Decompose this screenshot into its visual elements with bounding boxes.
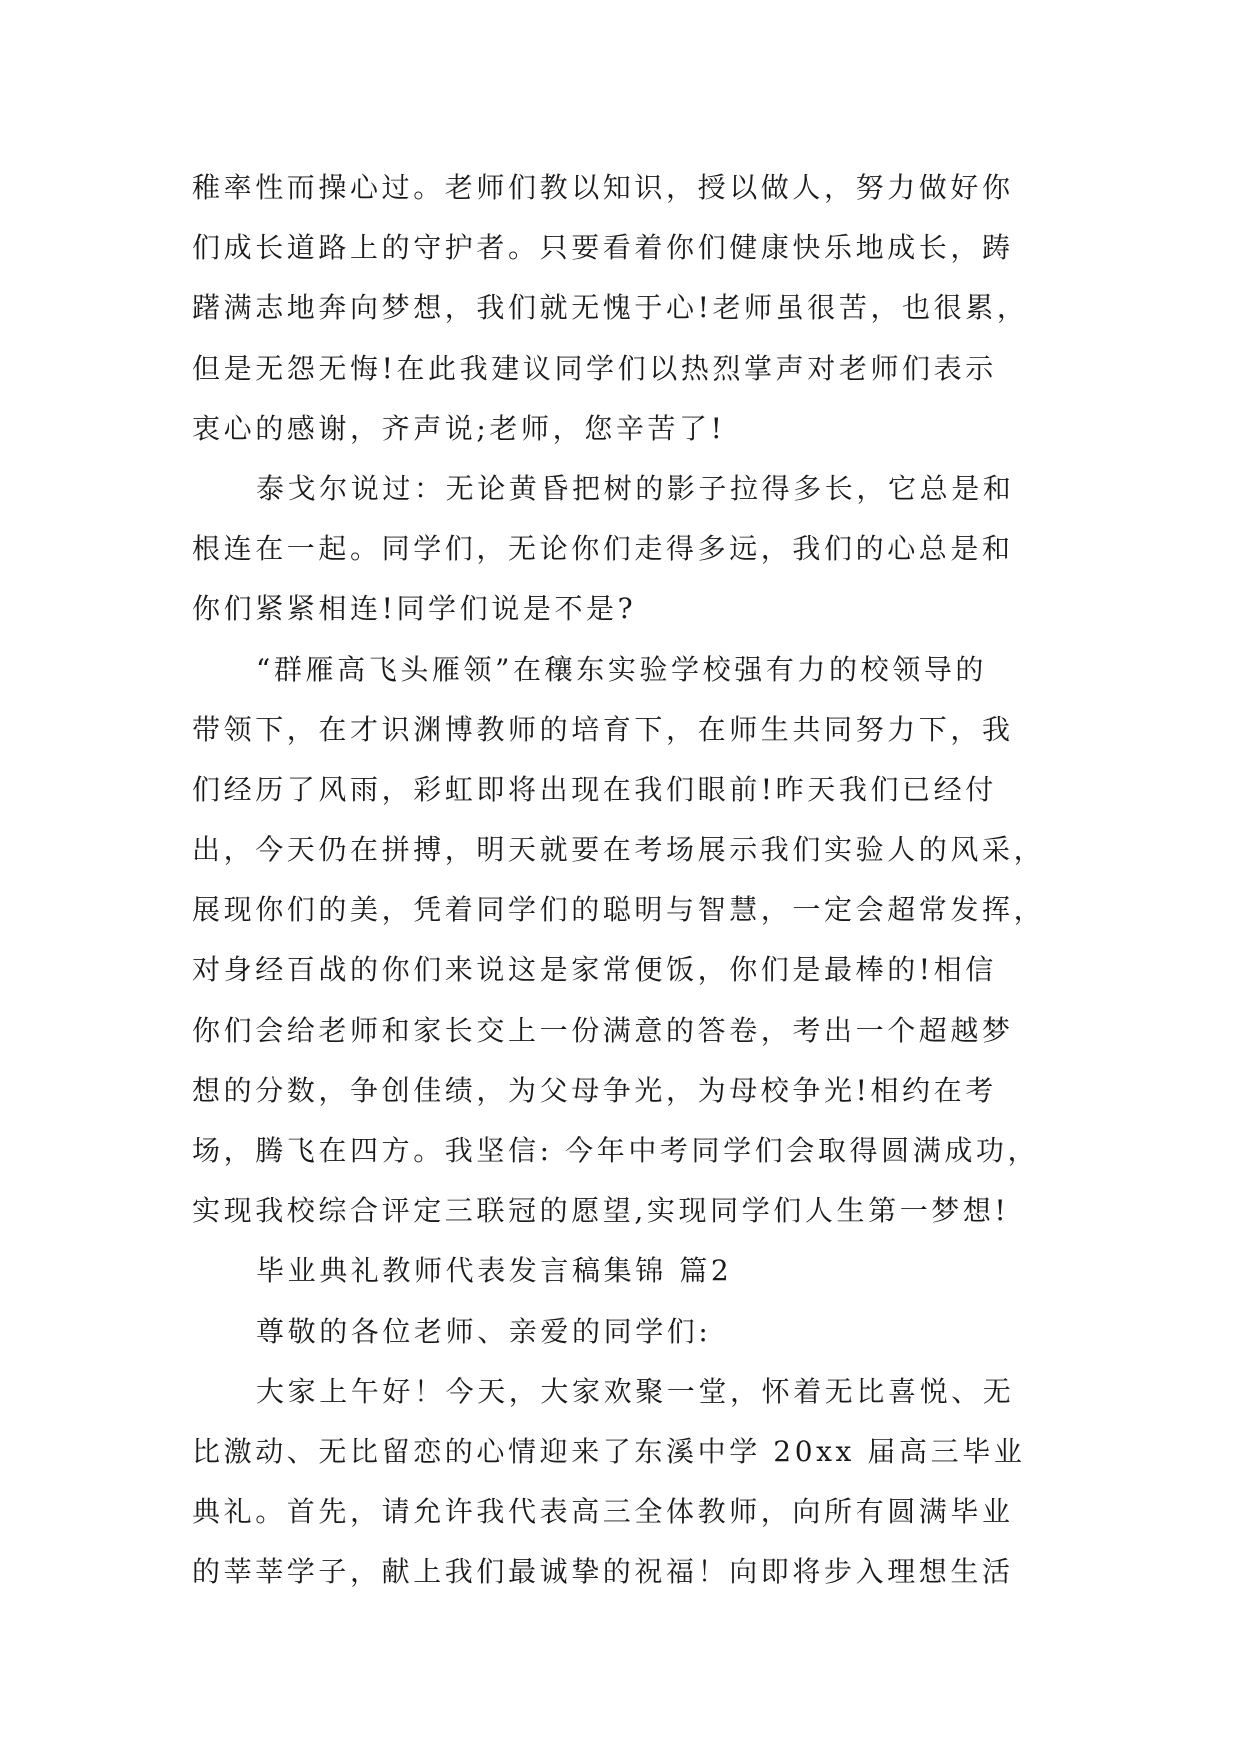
text-line: 展现你们的美，凭着同学们的聪明与智慧，一定会超常发挥， <box>192 893 1046 927</box>
text-line: 对身经百战的你们来说这是家常便饭，你们是最棒的!相信 <box>192 953 997 987</box>
text-line: 们经历了风雨，彩虹即将出现在我们眼前!昨天我们已经付 <box>192 772 997 806</box>
text-line: 实现我校综合评定三联冠的愿望,实现同学们人生第一梦想! <box>192 1194 1010 1228</box>
text-line: 衷心的感谢，齐声说;老师，您辛苦了! <box>192 411 726 445</box>
text-line: 根连在一起。同学们，无论你们走得多远，我们的心总是和 <box>192 532 1014 566</box>
paragraph-first-line: 大家上午好！今天，大家欢聚一堂，怀着无比喜悦、无 <box>256 1374 1015 1408</box>
text-line: 的莘莘学子，献上我们最诚挚的祝福！向即将步入理想生活 <box>192 1555 1014 1589</box>
section-heading: 毕业典礼教师代表发言稿集锦 篇2 <box>256 1254 733 1288</box>
text-line: 场，腾飞在四方。我坚信: 今年中考同学们会取得圆满成功， <box>192 1134 1040 1167</box>
text-line: 稚率性而操心过。老师们教以知识，授以做人，努力做好你 <box>192 171 1014 204</box>
text-line: 你们会给老师和家长交上一份满意的答卷，考出一个超越梦 <box>192 1013 1014 1047</box>
text-line: 你们紧紧相连!同学们说是不是? <box>192 592 637 626</box>
salutation: 尊敬的各位老师、亲爱的同学们: <box>256 1314 712 1348</box>
text-line: 们成长道路上的守护者。只要看着你们健康快乐地成长，踌 <box>192 231 1014 265</box>
text-line: 出，今天仍在拼搏，明天就要在考场展示我们实验人的风采， <box>192 833 1046 867</box>
document-body <box>192 158 1062 1603</box>
paragraph-first-line: 泰戈尔说过：无论黄昏把树的影子拉得多长，它总是和 <box>256 471 1015 505</box>
text-line: 典礼。首先，请允许我代表高三全体教师，向所有圆满毕业 <box>192 1495 1014 1529</box>
text-line: 带领下，在才识渊博教师的培育下，在师生共同努力下，我 <box>192 712 1014 746</box>
text-line: 想的分数，争创佳绩，为父母争光，为母校争光!相约在考 <box>192 1073 997 1107</box>
text-line: 躇满志地奔向梦想，我们就无愧于心!老师虽很苦，也很累， <box>192 291 1029 325</box>
text-line: 但是无怨无悔!在此我建议同学们以热烈掌声对老师们表示 <box>192 351 997 385</box>
text-line: 比激动、无比留恋的心情迎来了东溪中学 20xx 届高三毕业 <box>192 1434 1026 1468</box>
paragraph-first-line: “群雁高飞头雁领”在穰东实验学校强有力的校领导的 <box>256 652 988 686</box>
